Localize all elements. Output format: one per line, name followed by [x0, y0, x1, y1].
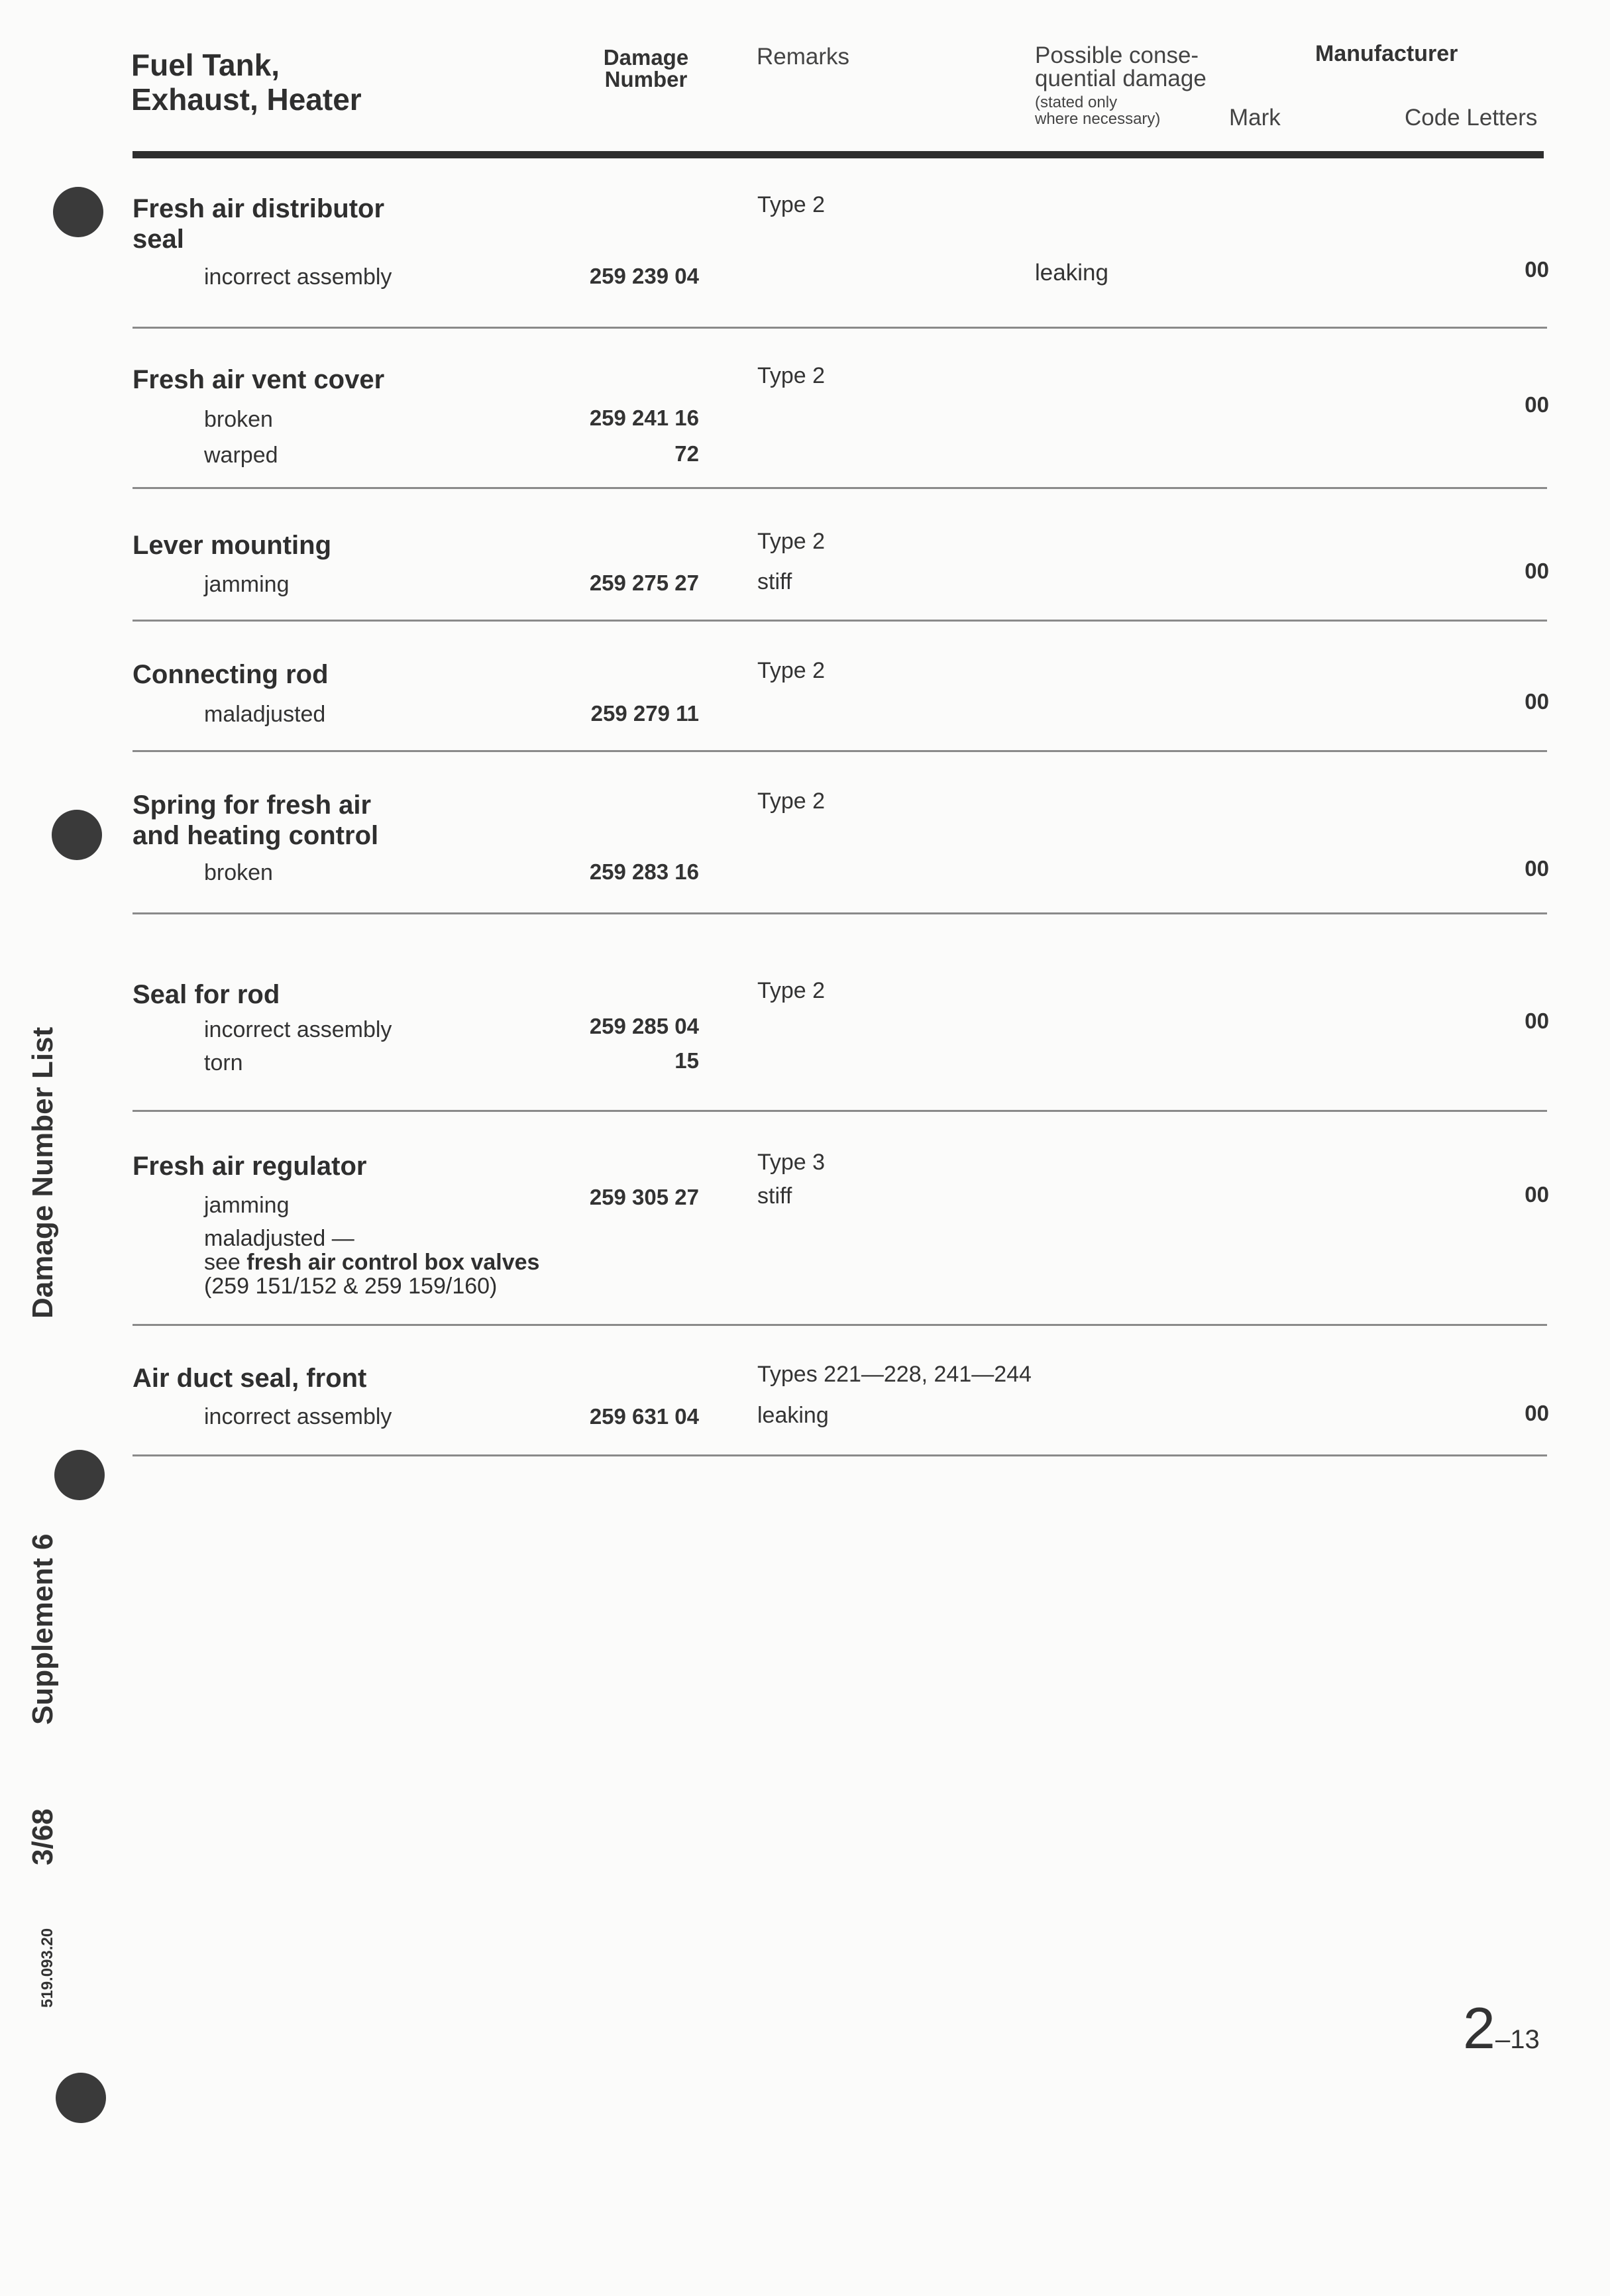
damage-number: 259 275 27	[589, 571, 699, 595]
row-divider	[133, 912, 1547, 914]
list-name: Damage Number List	[27, 1026, 59, 1319]
binder-hole	[56, 2073, 106, 2123]
entry-damage-type: incorrect assembly	[204, 1017, 392, 1042]
code-letters: 00	[1525, 257, 1549, 282]
page-number: 2–13	[1463, 1995, 1540, 2061]
entry-damage-type: broken	[204, 860, 273, 885]
row-divider	[133, 1110, 1547, 1112]
consequential-damage-header: Possible conse- quential damage (stated only where necessary)	[1035, 42, 1207, 128]
entry-damage-type: incorrect assembly	[204, 1404, 392, 1429]
binder-hole	[53, 187, 103, 237]
entry-title: Fresh air regulator	[133, 1152, 367, 1181]
damage-number: 72	[674, 441, 699, 466]
entry-note: maladjusted —	[204, 1226, 354, 1251]
row-divider	[133, 1454, 1547, 1456]
entry-title: Lever mounting	[133, 531, 332, 560]
code-letters: 00	[1525, 1401, 1549, 1425]
entry-damage-type: maladjusted	[204, 702, 326, 727]
damage-number: 259 305 27	[589, 1185, 699, 1209]
entry-title: Connecting rod	[133, 660, 329, 689]
entry-remark: Types 221—228, 241—244	[757, 1362, 1032, 1387]
row-divider	[133, 327, 1547, 329]
code-letters-header: Code Letters	[1405, 105, 1538, 131]
code-letters: 00	[1525, 559, 1549, 583]
damage-number-header: Damage Number	[603, 45, 689, 91]
code-letters: 00	[1525, 1009, 1549, 1033]
entry-damage-type: warped	[204, 443, 278, 468]
section-title-line1: Fuel Tank,	[131, 48, 280, 82]
remarks-header: Remarks	[757, 44, 850, 70]
code-letters: 00	[1525, 1182, 1549, 1207]
entry-remark: Type 2	[757, 978, 826, 1003]
entry-remark: Type 2	[757, 529, 826, 554]
damage-number: 259 239 04	[589, 264, 699, 288]
entry-remark: stiff	[757, 569, 792, 594]
entry-damage-type: jamming	[204, 1193, 290, 1218]
row-divider	[133, 1324, 1547, 1326]
entry-damage-type: incorrect assembly	[204, 264, 392, 290]
entry-damage-type: jamming	[204, 572, 290, 597]
section-title	[131, 48, 362, 117]
entry-damage-type: broken	[204, 407, 273, 432]
code-letters: 00	[1525, 689, 1549, 714]
entry-remark: Type 2	[757, 192, 826, 217]
entry-remark: stiff	[757, 1183, 792, 1209]
entry-title: Seal for rod	[133, 980, 280, 1009]
damage-number: 259 283 16	[589, 859, 699, 884]
binder-hole	[54, 1450, 105, 1500]
row-divider	[133, 620, 1547, 622]
row-divider	[133, 750, 1547, 752]
damage-number: 259 285 04	[589, 1014, 699, 1038]
entry-remark: Type 2	[757, 363, 826, 388]
entry-note-reference: see fresh air control box valves	[204, 1250, 540, 1275]
consequential-damage: leaking	[1035, 260, 1108, 286]
entry-title: Fresh air vent cover	[133, 365, 385, 394]
damage-number: 259 279 11	[590, 701, 699, 726]
entry-remark: Type 3	[757, 1150, 826, 1175]
row-divider	[133, 487, 1547, 489]
supplement-label: Supplement 6	[27, 1533, 59, 1725]
code-letters: 00	[1525, 856, 1549, 881]
issue-date: 3/68	[27, 1808, 59, 1865]
entry-title: Spring for fresh air and heating control	[133, 791, 379, 850]
entry-title: Air duct seal, front	[133, 1364, 367, 1393]
entry-damage-type: torn	[204, 1050, 243, 1075]
entry-title: Fresh air distributor seal	[133, 194, 385, 254]
binder-hole	[52, 810, 102, 860]
section-title-line2: Exhaust, Heater	[131, 82, 362, 117]
doc-code: 519.093.20	[38, 1928, 56, 2008]
manufacturer-header: Manufacturer	[1315, 41, 1458, 66]
damage-number: 15	[674, 1048, 699, 1073]
entry-remark: leaking	[757, 1403, 829, 1428]
entry-remark: Type 2	[757, 658, 826, 683]
header-divider	[133, 151, 1544, 158]
entry-note: (259 151/152 & 259 159/160)	[204, 1274, 498, 1299]
code-letters: 00	[1525, 392, 1549, 417]
damage-number: 259 631 04	[589, 1404, 699, 1429]
mark-header: Mark	[1229, 105, 1281, 131]
entry-remark: Type 2	[757, 789, 826, 814]
damage-number: 259 241 16	[589, 406, 699, 430]
